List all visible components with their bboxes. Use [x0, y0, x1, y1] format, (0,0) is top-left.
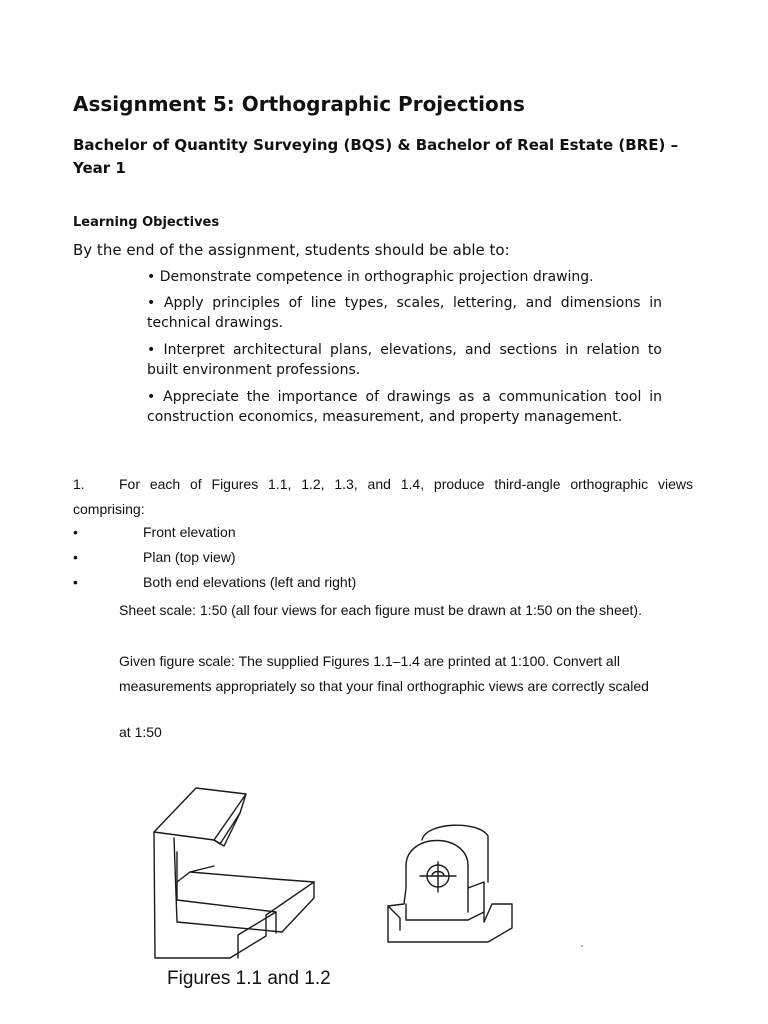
view-label: Plan (top view) — [143, 549, 236, 565]
objective-item — [147, 341, 662, 380]
objective-text: Appreciate the importance of drawings as a communication tool in construction economics, measurement, and property management. — [147, 389, 663, 425]
document-subtitle: Bachelor of Quantity Surveying (BQS) & Bachelor of Real Estate (BRE) – Year 1 — [73, 136, 679, 177]
bullet-icon: • — [147, 269, 156, 285]
task-text: For each of Figures 1.1, 1.2, 1.3, and 1.4, produce third-angle orthographic views comprising: — [73, 476, 693, 517]
task-number: 1. — [73, 476, 85, 492]
objective-text: Demonstrate competence in orthographic projection drawing. — [159, 269, 594, 285]
task-paragraph — [73, 472, 693, 522]
bullet-icon: • — [73, 549, 78, 565]
objective-item — [147, 294, 662, 333]
bullet-icon: • — [147, 389, 156, 405]
figures-illustration — [130, 770, 670, 960]
figure-1-1-drawing — [154, 788, 314, 958]
document-title: Assignment 5: Orthographic Projections — [73, 92, 525, 116]
learning-objectives-heading: Learning Objectives — [73, 215, 220, 230]
bullet-icon: • — [73, 524, 78, 540]
objective-text: Apply principles of line types, scales, lettering, and dimensions in technical drawings. — [147, 295, 663, 331]
objective-item — [147, 268, 662, 288]
bullet-icon: • — [147, 295, 156, 311]
learning-objectives-intro: By the end of the assignment, students should be able to: — [73, 241, 510, 259]
objective-text: Interpret architectural plans, elevations, and sections in relation to built environment professions. — [147, 342, 662, 378]
objective-item — [147, 388, 662, 427]
view-label: Both end elevations (left and right) — [143, 574, 357, 590]
view-label: Front elevation — [143, 524, 236, 540]
sheet-scale-note: Sheet scale: 1:50 (all four views for each figure must be drawn at 1:50 on the sheet). — [119, 602, 642, 618]
given-scale-note: Given figure scale: The supplied Figures 1.1–1.4 are printed at 1:100. Convert all measurements appropriately so that your final orthographic views are correctly scaled — [119, 653, 649, 694]
bullet-icon: • — [147, 342, 156, 358]
figure-1-2-drawing — [388, 825, 512, 942]
figures-caption: Figures 1.1 and 1.2 — [167, 968, 331, 989]
given-scale-note-tail: at 1:50 — [119, 724, 162, 740]
bullet-icon: • — [73, 574, 78, 590]
